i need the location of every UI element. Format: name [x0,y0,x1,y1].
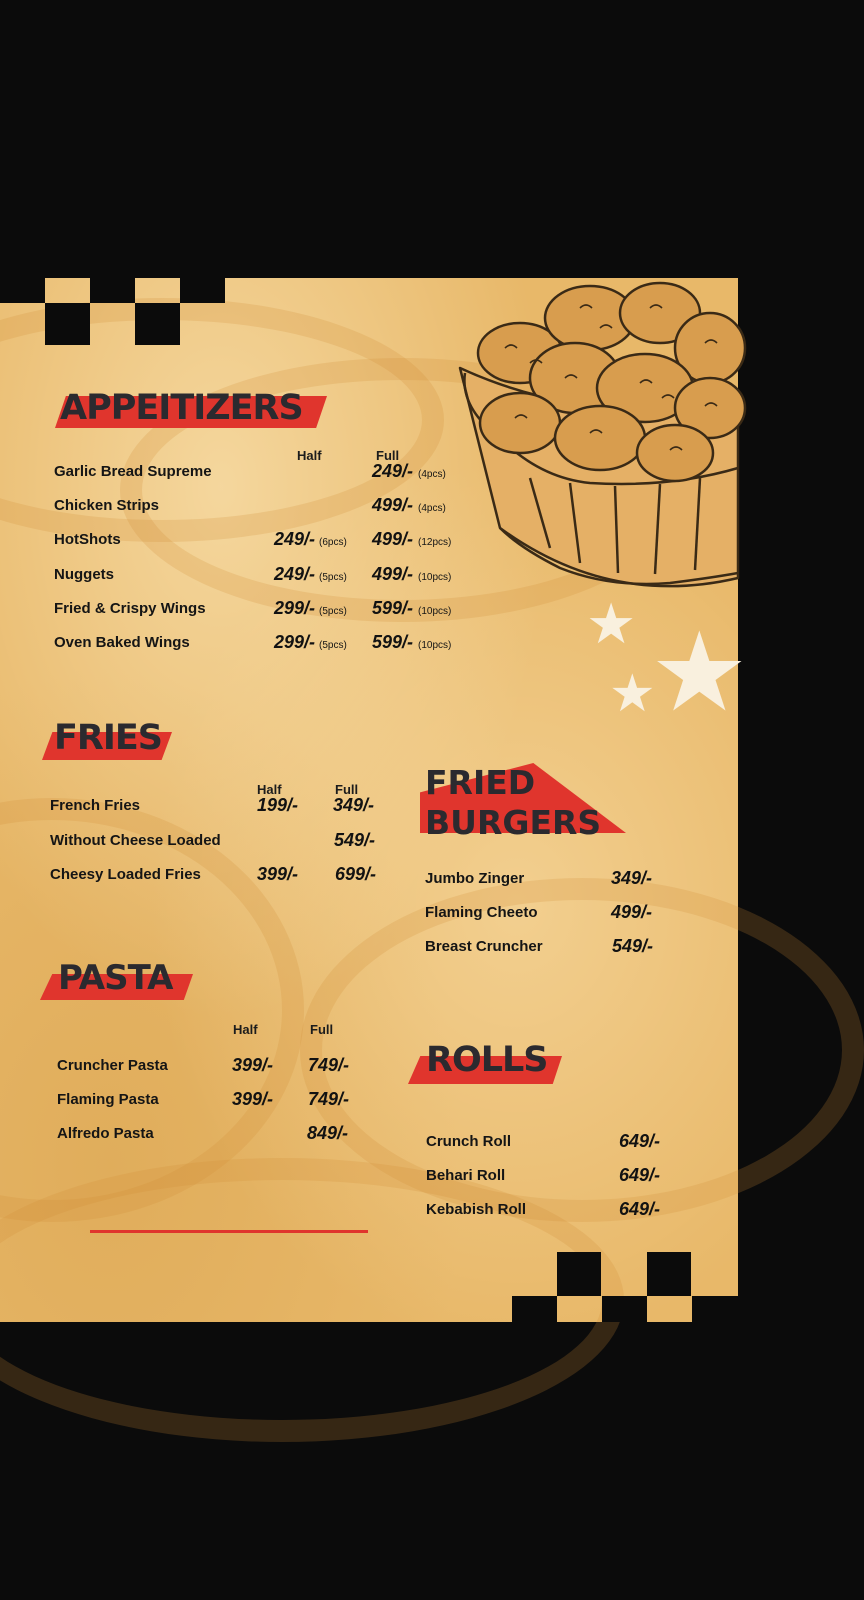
menu-item-full-pieces: (10pcs) [418,606,452,617]
menu-item-name: Oven Baked Wings [54,634,190,651]
menu-item-full-price: 349/- [333,795,375,815]
menu-item-name: Without Cheese Loaded [50,832,221,849]
menu-item-half-price: 249/- [274,564,316,584]
divider-line [90,1230,368,1233]
menu-item-full-pieces: (10pcs) [418,640,452,651]
menu-item-half-price: 299/- [274,632,316,652]
menu-item-half-pieces: (5pcs) [319,606,347,617]
column-label-full: Full [376,448,400,463]
menu-item-price: 499/- [611,902,653,922]
menu-item-name: Cruncher Pasta [57,1057,168,1074]
star-icon: ★ [586,592,637,655]
menu-item-half-price: 399/- [232,1089,274,1109]
menu-item-half-price: 399/- [232,1055,274,1075]
menu-item-full-price: 749/- [308,1055,350,1075]
column-label-half: Half [257,782,282,797]
menu-item-price: 649/- [619,1131,661,1151]
menu-item-name: French Fries [50,797,141,814]
menu-item-half-pieces: (6pcs) [319,537,347,548]
menu-item-name: Nuggets [54,566,114,583]
menu-item-full-price: 499/- [372,529,414,549]
menu-item-half-pieces: (5pcs) [319,572,347,583]
menu-page: ★ ★ ★ APPEITIZERS Half Full Garlic Bread Supreme 249/- (4pcs) Chicken Strips 499/- (4pcs) HotShots 249/- (6pcs) 499/- (12pcs) Nuggets 249/- (5pcs) 499/- (10pcs) Fried & Crispy Wings 299/- (5pcs) 599/- (10pcs) Oven Baked Wings 299/- (5pcs) 599/- (10pcs) FRIES Half Full French Fries 199/- 349/- Without Cheese Loaded 549/- Cheesy Loaded Fries 399/- 699/- FRIED BURGERS Jumbo Zinger 349/- Flaming Cheeto 499/- Breast Cruncher 549/- PASTA Half Full Cruncher Pasta 399/- 749/- Flaming Pasta 399/- 749/- Alfredo Pasta 849/- ROLLS Crunch Roll 649/- Behari Roll 649/- Kebabish Roll 649/- [0,278,738,1322]
menu-item-half-pieces: (5pcs) [319,640,347,651]
menu-item-half-price: 199/- [257,795,299,815]
menu-item-full-price: 549/- [334,830,376,850]
column-label-half: Half [233,1022,258,1037]
menu-item-name: Garlic Bread Supreme [54,463,212,480]
menu-item-name: Breast Cruncher [425,938,543,955]
menu-item-name: Crunch Roll [426,1133,511,1150]
menu-item-price: 649/- [619,1165,661,1185]
menu-item-full-price: 849/- [307,1123,349,1143]
star-icon: ★ [609,665,656,723]
menu-item-half-price: 249/- [274,529,316,549]
menu-item-name: Behari Roll [426,1167,506,1184]
menu-item-full-price: 699/- [335,864,377,884]
menu-item-name: Fried & Crispy Wings [54,600,206,617]
menu-item-full-price: 599/- [372,598,414,618]
menu-item-full-price: 499/- [372,564,414,584]
menu-item-name: Jumbo Zinger [425,870,525,887]
menu-item-name: Flaming Pasta [57,1091,159,1108]
fried-chicken-bucket-icon [440,278,738,608]
menu-item-price: 549/- [612,936,654,956]
menu-item-full-pieces: (4pcs) [418,469,446,480]
menu-item-name: Alfredo Pasta [57,1125,154,1142]
menu-item-full-price: 749/- [308,1089,350,1109]
menu-item-name: Chicken Strips [54,497,160,514]
menu-item-full-pieces: (10pcs) [418,572,452,583]
menu-item-name: Kebabish Roll [426,1201,527,1218]
menu-item-half-price: 299/- [274,598,316,618]
menu-item-full-pieces: (4pcs) [418,503,446,514]
menu-item-full-price: 599/- [372,632,414,652]
menu-item-full-pieces: (12pcs) [418,537,452,548]
menu-item-half-price: 399/- [257,864,299,884]
menu-item-name: Flaming Cheeto [425,904,538,921]
menu-item-price: 349/- [611,868,653,888]
menu-item-price: 649/- [619,1199,661,1219]
menu-item-full-price: 499/- [372,495,414,515]
menu-item-name: Cheesy Loaded Fries [50,866,201,883]
menu-item-name: HotShots [54,531,121,548]
star-icon: ★ [650,611,749,734]
column-label-full: Full [335,782,359,797]
column-label-full: Full [310,1022,334,1037]
column-label-half: Half [297,448,322,463]
menu-item-full-price: 249/- [372,461,414,481]
